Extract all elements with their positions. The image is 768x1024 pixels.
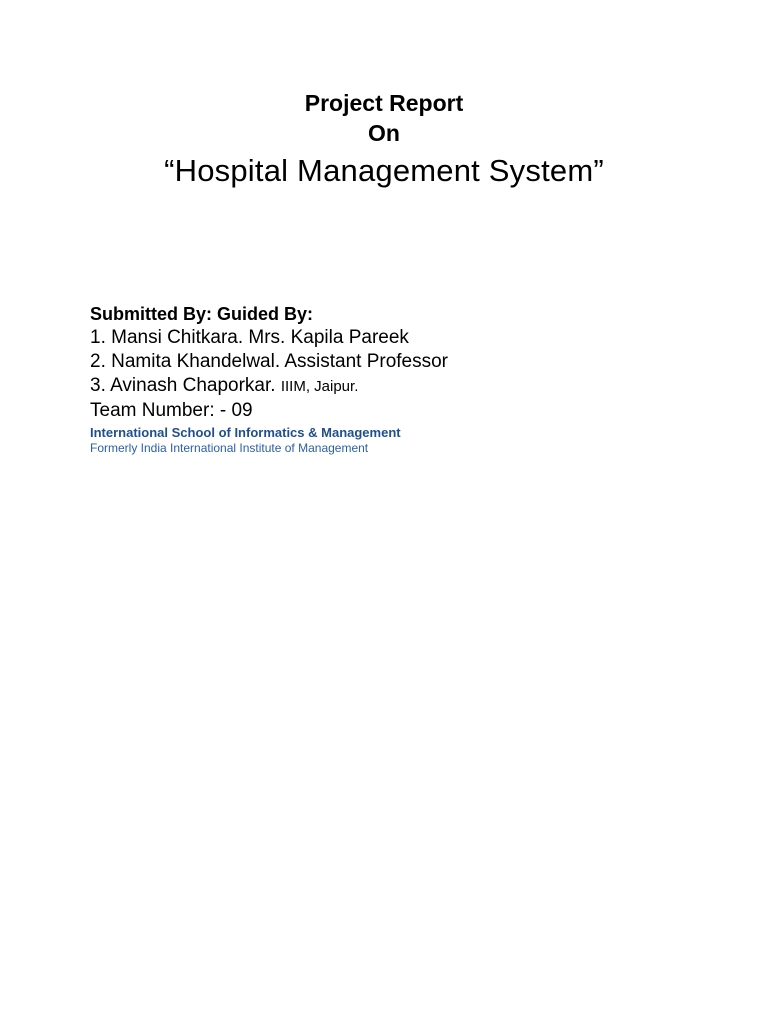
report-on-label: On — [368, 120, 400, 146]
report-label: Project Report — [304, 90, 464, 116]
member-line-1-text: 1. Mansi Chitkara. Mrs. Kapila Pareek — [90, 327, 409, 348]
institute-former-name: Formerly India International Institute of Management — [90, 441, 369, 455]
submission-details — [90, 302, 710, 456]
title-block — [0, 88, 768, 190]
institute-name: International School of Informatics & Management — [90, 425, 401, 440]
member-line-3-suffix: IIIM, Jaipur. — [280, 378, 359, 395]
team-number: Team Number: - 09 — [90, 400, 253, 421]
member-line-2 — [90, 350, 710, 374]
submitted-guided-heading: Submitted By: Guided By: — [90, 304, 314, 324]
member-line-3-text: 3. Avinash Chaporkar. — [90, 375, 281, 396]
member-line-2-text: 2. Namita Khandelwal. Assistant Professor — [90, 351, 449, 372]
member-line-1 — [90, 326, 710, 350]
project-title: “Hospital Management System” — [164, 153, 604, 188]
member-line-3 — [90, 374, 710, 399]
